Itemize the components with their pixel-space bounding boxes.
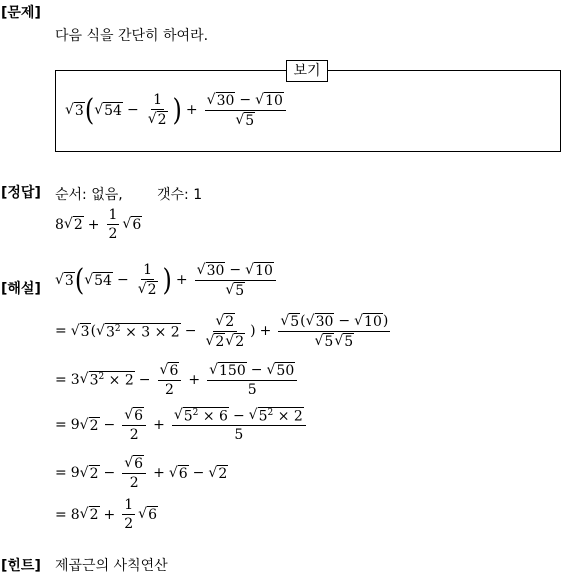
hint-text: 제곱근의 사칙연산 — [55, 558, 168, 574]
problem-expression: √ 3 ( √ 54 − 1 √ 2 ) + √ 30 − √ 10 √ 5 — [65, 92, 289, 128]
explanation-line-5: = 9 √ 2 − √ 6 2 + √ 6 − √ 2 — [55, 455, 228, 491]
explanation-line-2: = √ 3 ( √ $3^2 \times 3 \times 2$ − √ 2 √ 2 √ 2 ) + √ 5 ( √ 30 − √ 10 ) √ 5 √ 5 — [55, 313, 389, 350]
answer-expression: 8 √ 2 + $\frac{1}{2}$ √ 6 — [55, 207, 142, 242]
hint-label: [힌트] — [1, 558, 41, 574]
example-box-label: 보기 — [286, 60, 328, 82]
explanation-label: [해설] — [1, 281, 41, 297]
explanation-line-3: = 3 √ $3^2 \times 2$ − √ 6 2 + √ 150 − √ 50 5 — [55, 362, 300, 398]
answer-label: [정답] — [1, 185, 41, 201]
problem-label: [문제] — [1, 5, 41, 21]
explanation-line-6: = 8 √ 2 + $\frac{1}{2}$ √ 6 — [55, 497, 157, 532]
explanation-line-4: = 9 √ 2 − √ 6 2 + √ $5^2 \times 6$ − √ $5^2 \times 2$ 5 — [55, 407, 309, 443]
answer-order: 순서: 없음, — [55, 187, 123, 203]
explanation-line-1: √ 3 ( √ 54 − 1 √ 2 ) + √ 30 − √ 10 √ 5 — [55, 262, 279, 298]
answer-count: 갯수: 1 — [157, 187, 203, 203]
problem-instruction: 다음 식을 간단히 하여라. — [55, 28, 209, 44]
